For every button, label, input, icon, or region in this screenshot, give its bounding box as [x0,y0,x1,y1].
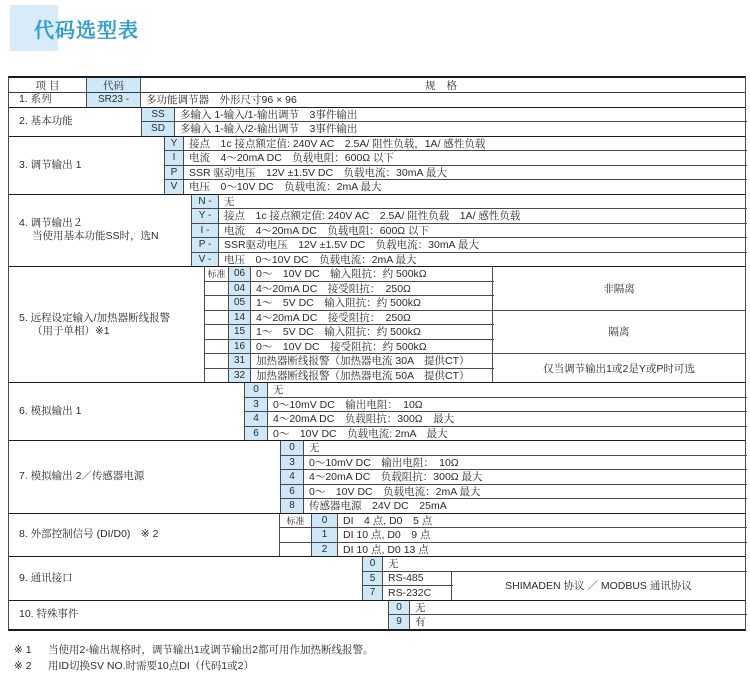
section-6-label-line1: 6. 模拟输出 1 [19,405,82,417]
spec-cell: DI 10 点, D0 13 点 [343,543,429,556]
option-row [280,456,747,471]
standard-tag-cell [204,325,228,339]
spec-cell: DI 4 点, D0 5 点 [343,514,433,527]
protocol-note-column [451,572,745,600]
option-row [244,427,747,441]
code-cell: 9 [388,615,410,629]
header-spec-column: 规 格 [425,79,461,92]
spec-cell: 0～10mV DC 输出电阻： 10Ω [273,398,423,411]
option-row [191,238,747,253]
option-row [279,543,747,557]
standard-tag-cell [204,296,228,310]
code-cell: 3 [244,398,268,412]
option-row [204,369,494,383]
code-cell: Y - [191,209,219,223]
option-row [141,108,747,123]
code-cell: 4 [280,470,304,484]
standard-tag-cell [204,311,228,325]
protocol-note-cell: SHIMADEN 协议 ／ MODBUS 通讯协议 [505,580,692,592]
spec-cell: 加热器断线报警（加热器电流 30A 提供CT） [256,355,470,368]
option-row [164,137,747,152]
option-row [141,122,747,136]
section-10 [9,601,745,629]
section-1-label-line1: 1. 系列 [19,93,52,106]
section-5-label-line2: （用于单相）※1 [32,324,110,337]
table-sections [9,93,745,629]
standard-tag-cell [204,340,228,354]
section-2-label-line1: 2. 基本功能 [19,115,73,127]
spec-cell: 4～20mA DC 负载阻抗：300Ω 最大 [309,471,483,484]
code-cell: 3 [280,456,304,470]
code-cell: 15 [228,325,251,339]
option-row [362,586,453,600]
section-8-label [9,514,279,557]
code-cell: N - [191,195,219,209]
section-5 [9,267,745,383]
spec-cell: 电压 0～10V DC 负载电流：2mA 最大 [189,181,382,194]
spec-cell: DI 10 点, D0 9 点 [343,529,431,542]
code-cell: 0 [388,601,410,615]
spec-cell: 传感器电源 24V DC 25mA [309,500,447,513]
code-cell: 6 [280,485,304,499]
code-cell: 7 [362,586,383,600]
footnote-1-mark: ※ 1 [14,644,32,656]
spec-cell: 多功能调节器 外形尺寸96 × 96 [146,94,297,107]
code-cell: SR23 - [86,93,141,107]
footnote-1 [14,642,374,658]
section-9-label [9,557,362,600]
option-row [191,224,747,239]
code-cell: 4 [244,412,268,426]
section-3-label-line1: 3. 调节输出 1 [19,158,82,171]
section-2-label [9,108,141,136]
section-10-label [9,601,388,629]
section-9-label-line1: 9. 通讯接口 [19,571,73,584]
option-row [388,615,747,629]
section-7-label [9,441,280,513]
spec-cell: 电流 4～20mA DC 负载电阻：600Ω 以下 [224,224,430,237]
option-row [191,209,747,224]
option-row [164,180,747,194]
spec-cell: 有 [415,616,426,629]
section-2 [9,108,745,137]
standard-tag-cell [204,354,228,368]
code-cell: SS [141,108,175,122]
option-row [362,557,747,572]
standard-tag-cell: 标准 [204,267,228,281]
option-row [280,485,747,500]
spec-cell: 加热器断线报警（加热器电流 50A 提供CT） [256,369,470,382]
isolation-note-cell: 隔离 [493,311,745,355]
standard-tag-cell [204,369,228,383]
code-cell: I [164,151,184,165]
option-row [204,354,494,369]
header-item-column: 项 目 [35,79,60,92]
standard-tag-cell [279,528,311,542]
spec-cell: RS-485 [388,572,424,585]
code-cell: 31 [228,354,251,368]
option-row [279,528,747,543]
spec-cell: SSR驱动电压 12V ±1.5V DC 负载电流：30mA 最大 [224,239,479,252]
standard-tag-cell: 标准 [279,514,311,528]
code-cell: V - [191,253,219,267]
option-row [388,601,747,616]
footnote-1-text: 当使用2-输出规格时，调节输出1或调节输出2都可用作加热断线报警。 [48,644,374,656]
code-cell: 0 [311,514,338,528]
section-7-label-line1: 7. 模拟输出 2／传感器电源 [19,470,145,483]
isolation-note-cell: 仅当调节输出1或2是Y或P时可选 [543,362,695,375]
spec-cell: 0～ 10V DC 负载电流：2mA 最大 [309,485,481,498]
footnote-2 [14,658,374,674]
isolation-note-cell: 非隔离 [493,267,745,311]
section-8-label-line1: 8. 外部控制信号 (DI/D0) ※ 2 [19,528,159,541]
option-row [280,499,747,513]
section-5-label-line1: 5. 远程设定输入/加热器断线报警 [19,311,171,324]
option-row [279,514,747,529]
code-cell: V [164,180,184,194]
option-row [244,383,747,398]
code-cell: SD [141,122,175,136]
table-header-row [9,78,745,93]
standard-tag-cell [279,543,311,557]
code-selection-table [8,76,746,631]
spec-cell: 多输入 1-输入/1-输出调节 3事件输出 [180,108,358,121]
spec-cell: 电压 0～10V DC 负载电流：2mA 最大 [224,253,417,266]
section-1 [9,93,745,108]
code-cell: 1 [311,528,338,542]
spec-cell: 0～ 10V DC 输入阻抗：约 500kΩ [256,268,427,281]
option-row [164,166,747,181]
option-row [204,311,494,326]
spec-cell: 电流 4～20mA DC 负载电阻：600Ω 以下 [189,152,395,165]
code-cell: 14 [228,311,251,325]
spec-cell: 无 [415,601,426,614]
code-cell: P - [191,238,219,252]
section-1-label [9,93,86,107]
spec-cell: 1～ 5V DC 输入阻抗：约 500kΩ [256,297,421,310]
spec-cell: 4～20mA DC 负载阻抗：300Ω 最大 [273,413,455,426]
option-row [191,253,747,267]
spec-cell: 无 [309,442,320,455]
spec-cell: 接点 1c 接点额定值: 240V AC 2.5A/ 阻性负载 1A/ 感性负载 [224,210,521,223]
option-row [280,441,747,456]
code-cell: 2 [311,543,338,557]
code-cell: 8 [280,499,304,513]
option-row [204,296,494,311]
option-row [362,572,453,587]
spec-cell: 无 [388,558,399,571]
code-cell: P [164,166,184,180]
section-3-label [9,137,164,194]
spec-cell: 0～ 10V DC 负载电流: 2mA 最大 [273,427,448,440]
section-10-label-line1: 10. 特殊事件 [19,608,79,620]
footnote-2-mark: ※ 2 [14,660,32,672]
code-cell: 05 [228,296,251,310]
spec-cell: 无 [224,195,235,208]
code-cell: 06 [228,267,251,281]
section-4-label [9,195,191,267]
spec-cell: 0～ 10V DC 接受阻抗：约 500kΩ [256,340,427,353]
code-cell: 5 [362,572,383,586]
code-cell: 6 [244,427,268,441]
code-cell: 0 [244,383,268,397]
spec-cell: SSR 驱动电压 12V ±1.5V DC 负载电流：30mA 最大 [189,166,447,179]
option-row [191,195,747,210]
section-4 [9,195,745,268]
footnotes [14,642,374,674]
option-row [280,470,747,485]
section-6 [9,383,745,441]
spec-cell: 多输入 1-输入/2-输出调节 3事件输出 [180,123,358,136]
code-cell: 0 [362,557,383,571]
spec-cell: 4～20mA DC 接受阻抗： 250Ω [256,282,411,295]
option-row [204,340,494,355]
isolation-note-column [492,267,745,382]
spec-cell: 4～20mA DC 接受阻抗： 250Ω [256,311,411,324]
section-4-label-line1: 4. 调节输出２ [19,217,84,230]
section-8 [9,514,745,558]
section-7 [9,441,745,514]
standard-tag-cell [204,282,228,296]
option-row [204,267,494,282]
code-cell: I - [191,224,219,238]
option-row [244,398,747,413]
option-row [86,93,747,107]
spec-cell: 接点 1c 接点额定值: 240V AC 2.5A/ 阻性负载，1A/ 感性负载 [189,137,486,150]
code-cell: 04 [228,282,251,296]
page-title: 代码选型表 [34,20,139,42]
code-cell: Y [164,137,184,151]
code-cell: 16 [228,340,251,354]
section-3 [9,137,745,195]
footnote-2-text: 用ID切换SV NO.时需要10点DI（代码1或2） [48,660,254,672]
option-row [164,151,747,166]
section-4-label-line2: 当使用基本功能SS时，选N [32,230,159,243]
section-5-label [9,267,204,382]
option-row [204,325,494,340]
spec-cell: 0～10mV DC 输出电阻： 10Ω [309,456,459,469]
spec-cell: 无 [273,384,284,397]
code-cell: 32 [228,369,251,383]
spec-cell: RS-232C [388,586,432,599]
code-cell: 0 [280,441,304,455]
section-6-label [9,383,244,440]
section-9 [9,557,745,601]
header-code-column: 代码 [86,78,141,92]
option-row [204,282,494,297]
option-row [244,412,747,427]
spec-cell: 1～ 5V DC 输入阻抗：约 500kΩ [256,326,421,339]
